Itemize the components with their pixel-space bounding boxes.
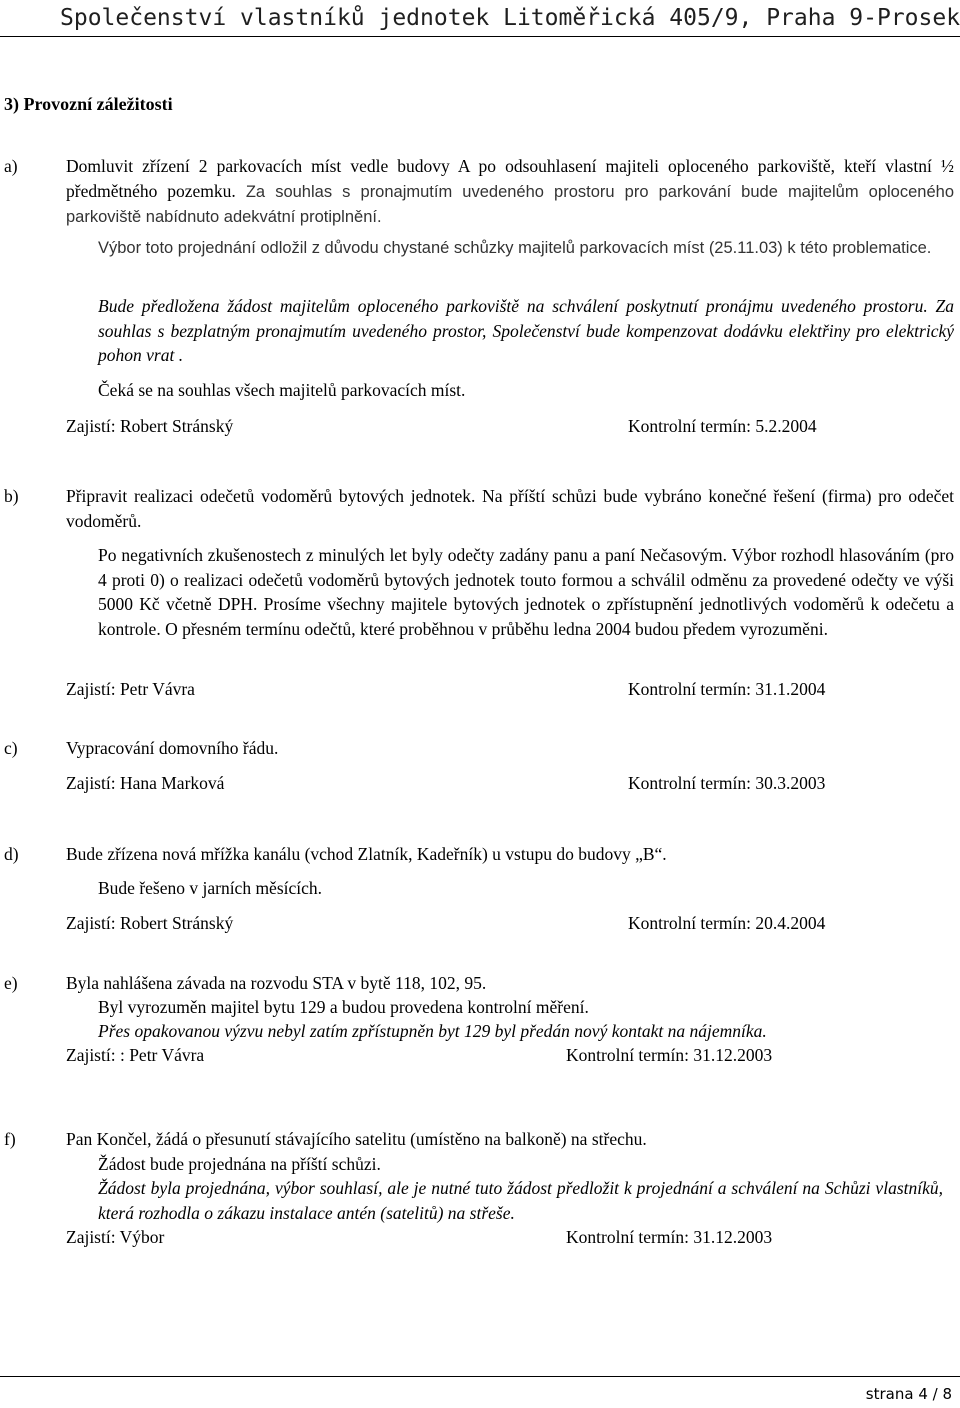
item-e-paragraph-2: Byl vyrozuměn majitel bytu 129 a budou provedena kontrolní měření. xyxy=(98,997,589,1017)
item-f-paragraph-3: Žádost byla projednána, výbor souhlasí, ale je nutné tuto žádost předložit k projednání a schválení na Schůzi vlastníků, která rozhodla o zákazu instalace antén (satelitů) na střeše. xyxy=(98,1178,943,1223)
item-e-responsibility-row xyxy=(66,1043,960,1068)
deadline: Kontrolní termín: 31.12.2003 xyxy=(566,1227,773,1247)
page-header: Společenství vlastníků jednotek Litoměřická 405/9, Praha 9-Prosek xyxy=(60,5,960,31)
deadline: Kontrolní termín: 20.4.2004 xyxy=(628,913,826,933)
deadline: Kontrolní termín: 30.3.2003 xyxy=(628,773,826,793)
deadline: Kontrolní termín: 31.1.2004 xyxy=(628,679,826,699)
item-f-paragraph-2: Žádost bude projednána na příští schůzi. xyxy=(98,1154,381,1174)
item-e-paragraph-3: Přes opakovanou výzvu nebyl zatím zpřístupněn byt 129 byl předán nový kontakt na nájemníka. xyxy=(98,1021,767,1041)
assigned-to: Zajistí: Výbor xyxy=(66,1227,165,1247)
assigned-to: Zajistí: Petr Vávra xyxy=(66,679,195,699)
item-a-paragraph-1a: Domluvit zřízení 2 parkovacích míst vedle budovy A po odsouhlasení majiteli oploceného parkoviště, kteří vlastní ½ předmětného pozemku. xyxy=(66,156,954,201)
item-c-paragraph-1: Vypracování domovního řádu. xyxy=(66,738,279,758)
assigned-to: Zajistí: Robert Stránský xyxy=(66,913,234,933)
item-letter: e) xyxy=(4,973,18,993)
item-c-responsibility-row xyxy=(66,771,960,796)
section-title: 3) Provozní záležitosti xyxy=(4,94,173,114)
item-d-responsibility-row xyxy=(66,911,960,936)
item-f-paragraph-1: Pan Končel, žádá o přesunutí stávajícího satelitu (umístěno na balkoně) na střechu. xyxy=(66,1129,647,1149)
item-b-paragraph-2: Po negativních zkušenostech z minulých let byly odečty zadány panu a paní Nečasovým. Výbor rozhodl hlasováním (pro 4 proti 0) o realizaci odečetů vodoměrů bytových jednotek touto formou a schválil odměnu za provedené odečty ve výši 5000 Kč včetně DPH. Prosíme všechny majitele bytových jednotek o zpřístupnění jednotlivých vodoměrů k odečetu a kontrole. O přesném termínu odečtů, které proběhnou v průběhu ledna 2004 budou předem vyrozuměni. xyxy=(98,545,954,639)
item-letter: d) xyxy=(4,844,19,864)
item-a-paragraph-2: Výbor toto projednání odložil z důvodu chystané schůzky majitelů parkovacích míst (25.11.03) k této problematice. xyxy=(98,239,932,257)
assigned-to: Zajistí: Robert Stránský xyxy=(66,416,234,436)
item-a-paragraph-1 xyxy=(66,154,954,230)
deadline: Kontrolní termín: 31.12.2003 xyxy=(566,1045,773,1065)
item-a-paragraph-3: Bude předložena žádost majitelům oploceného parkoviště na schválení poskytnutí pronájmu uvedeného prostoru. Za souhlas s bezplatným pronajmutím uvedeného prostor, Společenství bude kompenzovat dodávku elektřiny pro elektrický pohon vrat . xyxy=(98,296,954,365)
item-b-paragraph-1: Připravit realizaci odečetů vodoměrů bytových jednotek. Na příští schůzi bude vybráno konečné řešení (firma) pro odečet vodoměrů. xyxy=(66,486,954,531)
item-b-responsibility-row xyxy=(66,677,960,702)
header-divider xyxy=(0,36,960,37)
assigned-to: Zajistí: : Petr Vávra xyxy=(66,1045,205,1065)
item-letter: a) xyxy=(4,156,18,176)
assigned-to: Zajistí: Hana Marková xyxy=(66,773,225,793)
item-letter: b) xyxy=(4,486,19,506)
item-a-paragraph-4: Čeká se na souhlas všech majitelů parkovacích míst. xyxy=(98,380,466,400)
item-d-paragraph-2: Bude řešeno v jarních měsících. xyxy=(98,878,323,898)
deadline: Kontrolní termín: 5.2.2004 xyxy=(628,416,817,436)
item-letter: f) xyxy=(4,1129,16,1149)
item-a-responsibility-row xyxy=(66,414,960,439)
footer-divider xyxy=(0,1376,960,1377)
item-e-paragraph-1: Byla nahlášena závada na rozvodu STA v bytě 118, 102, 95. xyxy=(66,973,487,993)
page-number: strana 4 / 8 xyxy=(865,1385,952,1403)
item-d-paragraph-1: Bude zřízena nová mřížka kanálu (vchod Zlatník, Kadeřník) u vstupu do budovy „B“. xyxy=(66,844,667,864)
item-f-responsibility-row xyxy=(66,1225,960,1250)
item-a-paragraph-1b: Za souhlas s pronajmutím uvedeného prostoru pro parkování bude majitelům oploceného parkoviště nabídnuto adekvátní protiplnění. xyxy=(66,182,954,226)
item-letter: c) xyxy=(4,738,18,758)
